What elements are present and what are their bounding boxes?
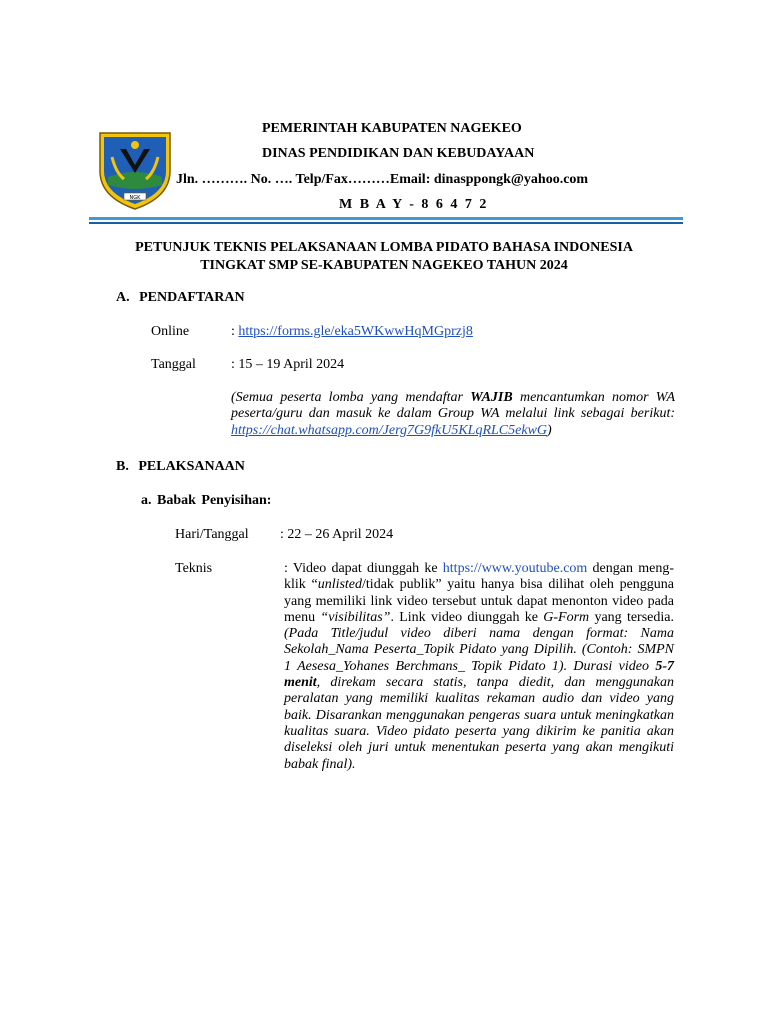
section-a-heading: A. PENDAFTARAN bbox=[116, 290, 245, 305]
note-text-3: ) bbox=[547, 422, 552, 438]
teknis-unlisted: unlisted bbox=[317, 577, 363, 593]
header-department-name: DINAS PENDIDIKAN DAN KEBUDAYAAN bbox=[262, 146, 535, 161]
tanggal-value: : 15 – 19 April 2024 bbox=[231, 357, 345, 372]
nagekeo-coat-of-arms-logo bbox=[94, 127, 176, 211]
header-contact-line: Jln. ………. No. …. Telp/Fax………Email: dinasppongk@yahoo.com bbox=[176, 172, 589, 187]
teknis-label: Teknis bbox=[175, 561, 213, 576]
teknis-recording-note: , direkam secara statis, tanpa diedit, dan menggunakan peralatan yang memiliki kualitas rekaman audio dan video yang baik. Disarankan menggunakan pengeras suara untuk meningkatkan kualitas suara. Video pidato peserta yang dikirim ke panitia akan diseleksi oleh juri untuk menentukan peserta yang akan mengikuti babak final). bbox=[284, 675, 674, 772]
teknis-duration: 5-7 menit bbox=[284, 658, 674, 691]
registration-note bbox=[231, 390, 675, 439]
teknis-text-4: . Link video diunggah ke bbox=[390, 609, 544, 625]
header-divider-thin bbox=[89, 222, 683, 224]
hari-tanggal-label: Hari/Tanggal bbox=[175, 527, 249, 542]
teknis-description bbox=[284, 561, 674, 773]
note-text-1: (Semua peserta lomba yang mendaftar bbox=[231, 390, 471, 405]
online-separator: : bbox=[231, 324, 239, 339]
teknis-format-note: (Pada Title/judul video diberi nama dengan format: Nama Sekolah_Nama Peserta_Topik Pidato yang Dipilih. (Contoh: SMPN 1 Aesesa_Yohanes Berchmans_ Topik Pidato 1). Durasi video bbox=[284, 626, 674, 674]
registration-form-link[interactable]: https://forms.gle/eka5WKwwHqMGprzj8 bbox=[238, 324, 473, 339]
header-divider-thick bbox=[89, 217, 683, 220]
document-title-line2: TINGKAT SMP SE-KABUPATEN NAGEKEO TAHUN 2024 bbox=[200, 258, 568, 273]
hari-tanggal-value: : 22 – 26 April 2024 bbox=[280, 527, 394, 542]
document-title-line1: PETUNJUK TEKNIS PELAKSANAAN LOMBA PIDATO BAHASA INDONESIA bbox=[135, 240, 633, 255]
teknis-text-2: dengan meng-klik “ bbox=[284, 561, 674, 593]
note-text-2: mencantumkan nomor WA peserta/guru dan masuk ke dalam Group WA melalui link sebagai berikut: bbox=[231, 390, 676, 422]
svg-text:NGK: NGK bbox=[129, 195, 141, 201]
teknis-text-1: : Video dapat diunggah ke bbox=[284, 561, 443, 576]
teknis-gform: G-Form bbox=[543, 609, 590, 625]
tanggal-label: Tanggal bbox=[151, 357, 196, 372]
online-value bbox=[231, 324, 473, 340]
header-city-postcode: M B A Y - 8 6 4 7 2 bbox=[339, 197, 487, 212]
teknis-visibilitas: “visibilitas” bbox=[320, 609, 391, 625]
note-wajib: WAJIB bbox=[470, 390, 513, 405]
whatsapp-group-link[interactable]: https://chat.whatsapp.com/Jerg7G9fkU5KLqRLC5ekwG bbox=[231, 422, 548, 438]
subsection-babak-penyisihan: a. Babak Penyisihan: bbox=[141, 493, 272, 508]
header-government-name: PEMERINTAH KABUPATEN NAGEKEO bbox=[262, 121, 522, 136]
online-label: Online bbox=[151, 324, 190, 339]
section-b-heading: B. PELAKSANAAN bbox=[116, 459, 245, 474]
youtube-link[interactable]: https://www.youtube.com bbox=[442, 561, 588, 576]
teknis-text-5: yang tersedia. bbox=[589, 609, 674, 625]
teknis-text-3: /tidak publik” yaitu hanya bisa dilihat oleh pengguna yang memiliki link video tersebut untuk dapat menonton video pada menu bbox=[284, 577, 674, 625]
